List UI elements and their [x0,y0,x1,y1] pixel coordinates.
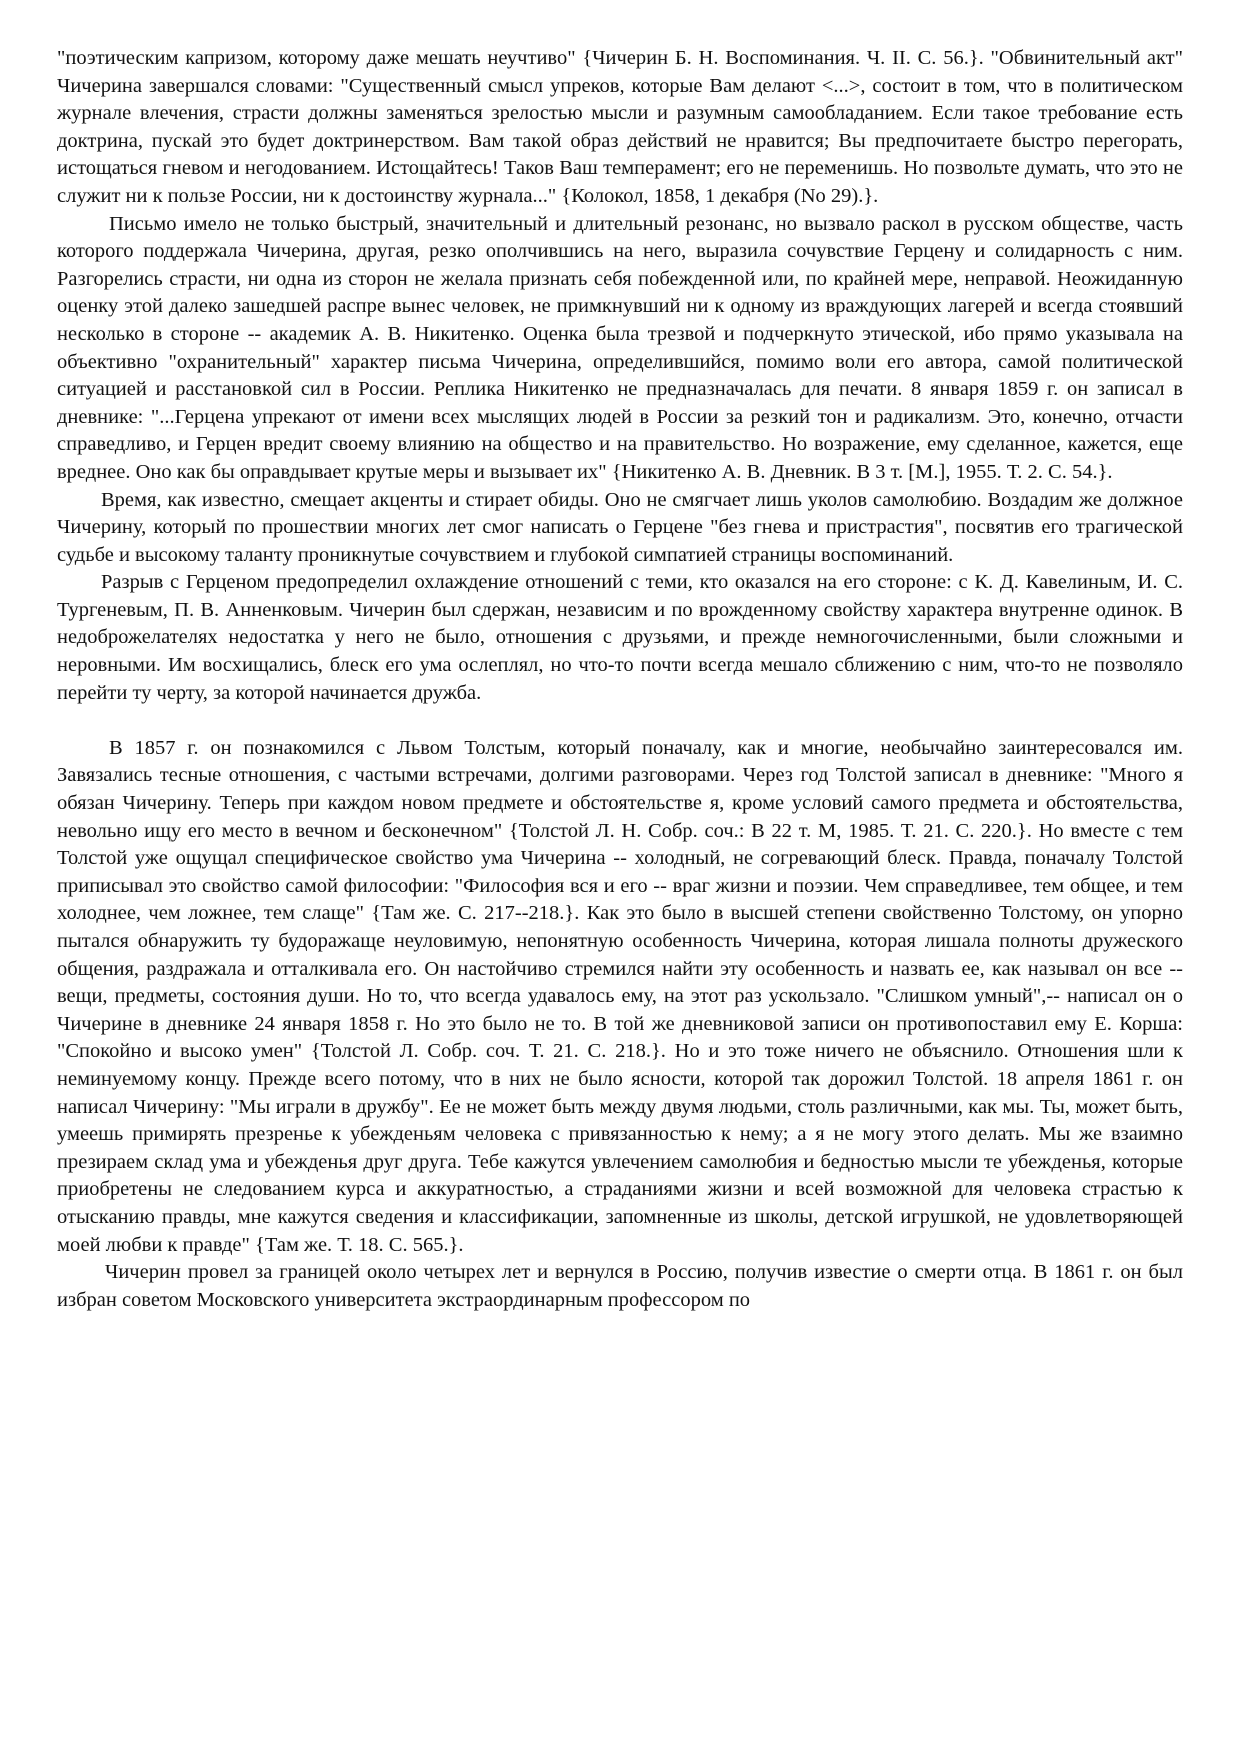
paragraph-time-shifts-accents: Время, как известно, смещает акценты и стирает обиды. Оно не смягчает лишь уколов самолюбию. Воздадим же должное Чичерину, который по прошествии многих лет смог написать о Герцене "без гнева и пристрастия", посвятив его трагической судьбе и высокому таланту проникнутые сочувствием и глубокой симпатией страницы воспоминаний. [57,488,1183,566]
paragraph-schism-nikitenko: Письмо имело не только быстрый, значительный и длительный резонанс, но вызвало раскол в русском обществе, часть которого поддержала Чичерина, другая, резко ополчившись на него, выразила сочувствие Герцену и солидарность с ним. Разгорелись страсти, ни одна из сторон не желала признать себя побежденной или, по крайней мере, неправой. Неожиданную оценку этой далеко зашедшей распре вынес человек, не примкнувший ни к одному из враждующих лагерей и всегда стоявший несколько в стороне -- академик А. В. Никитенко. Оценка была трезвой и подчеркнуто этической, ибо прямо указывала на объективно "охранительный" характер письма Чичерина, определившийся, помимо воли его автора, самой политической ситуацией и расстановкой сил в России. Реплика Никитенко не предназначалась для печати. 8 января 1859 г. он записал в дневнике: "...Герцена упрекают от имени всех мыслящих людей в России за резкий тон и радикализм. Это, конечно, отчасти справедливо, и Герцен вредит своему влиянию на общество и на правительство. Но возражение, ему сделанное, кажется, еще вреднее. Оно как бы оправдывает крутые меры и вызывает их" {Никитенко А. В. Дневник. В 3 т. [М.], 1955. Т. 2. С. 54.}. [57,212,1183,483]
paragraph-chicherin-letter-ending: "поэтическим капризом, которому даже мешать неучтиво" {Чичерин Б. Н. Воспоминания. Ч. II. С. 56.}. "Обвинительный акт" Чичерина завершался словами: "Существенный смысл упреков, которые Вам делают <...>, состоит в том, что в политическом журнале влечения, страсти должны заменяться зрелостью мысли и разумным самообладанием. Если такое требование есть доктрина, пускай это будет доктринерством. Вам такой образ действий не нравится; Вы предпочитаете быстро перегорать, истощаться гневом и негодованием. Истощайтесь! Таков Ваш темперамент; его не переменишь. Но позвольте думать, что это не служит ни к пользе России, ни к достоинству журнала..." {Колокол, 1858, 1 декабря (No 29).}. [57,47,1183,207]
paragraph-gap [57,707,1183,735]
paragraph-tolstoy-friendship: В 1857 г. он познакомился с Львом Толстым, который поначалу, как и многие, необычайно заинтересовался им. Завязались тесные отношения, с частыми встречами, долгими разговорами. Через год Толстой записал в дневнике: "Много я обязан Чичерину. Теперь при каждом новом предмете и обстоятельстве я, кроме условий самого предмета и обстоятельства, невольно ищу его место в вечном и бесконечном" {Толстой Л. Н. Собр. соч.: В 22 т. М, 1985. Т. 21. С. 220.}. Но вместе с тем Толстой уже ощущал специфическое свойство ума Чичерина -- холодный, не согревающий блеск. Правда, поначалу Толстой приписывал это свойство самой философии: "Философия вся и его -- враг жизни и поэзии. Чем справедливее, тем общее, и тем холоднее, чем ложнее, тем слаще" {Там же. С. 217--218.}. Как это было в высшей степени свойственно Толстому, он упорно пытался обнаружить ту будоражаще неуловимую, непонятную особенность Чичерина, которая лишала полноты дружеского общения, раздражала и отталкивала его. Он настойчиво стремился найти эту особенность и назвать ее, как называл он все -- вещи, предметы, состояния души. Но то, что всегда удавалось ему, на этот раз ускользало. "Слишком умный",-- написал он о Чичерине в дневнике 24 января 1858 г. Но это было не то. В той же дневниковой записи он противопоставил ему Е. Корша: "Спокойно и высоко умен" {Толстой Л. Собр. соч. Т. 21. С. 218.}. Но и это тоже ничего не объяснило. Отношения шли к неминуемому концу. Прежде всего потому, что в них не было ясности, которой так дорожил Толстой. 18 апреля 1861 г. он написал Чичерину: "Мы играли в дружбу". Ее не может быть между двумя людьми, столь различными, как мы. Ты, может быть, умеешь примирять презренье к убежденьям человека с привязанностью к нему; а я не могу этого делать. Мы же взаимно презираем склад ума и убежденья друг друга. Тебе кажутся увлечением самолюбия и бедностью мысли те убежденья, которые приобретены не следованием курса и аккуратностью, а страданиями жизни и всей возможной для человека страстью к отысканию правды, мне кажутся сведения и классификации, запомненные из школы, детской игрушкой, не удовлетворяющей моей любви к правде" {Там же. Т. 18. С. 565.}. [57,736,1183,1256]
document-page [57,45,1183,1314]
paragraph-return-to-russia: Чичерин провел за границей около четырех лет и вернулся в Россию, получив известие о смерти отца. В 1861 г. он был избран советом Московского университета экстраординарным профессором по [57,1261,1183,1311]
paragraph-break-with-herzen: Разрыв с Герценом предопределил охлаждение отношений с теми, кто оказался на его стороне: с К. Д. Кавелиным, И. С. Тургеневым, П. В. Анненковым. Чичерин был сдержан, независим и по врожденному свойству характера внутренне одинок. В недоброжелателях недостатка у него не было, отношения с друзьями, и прежде немногочисленными, были сложными и неровными. Им восхищались, блеск его ума ослеплял, но что-то почти всегда мешало сближению с ним, что-то не позволяло перейти ту черту, за которой начинается дружба. [57,571,1183,704]
